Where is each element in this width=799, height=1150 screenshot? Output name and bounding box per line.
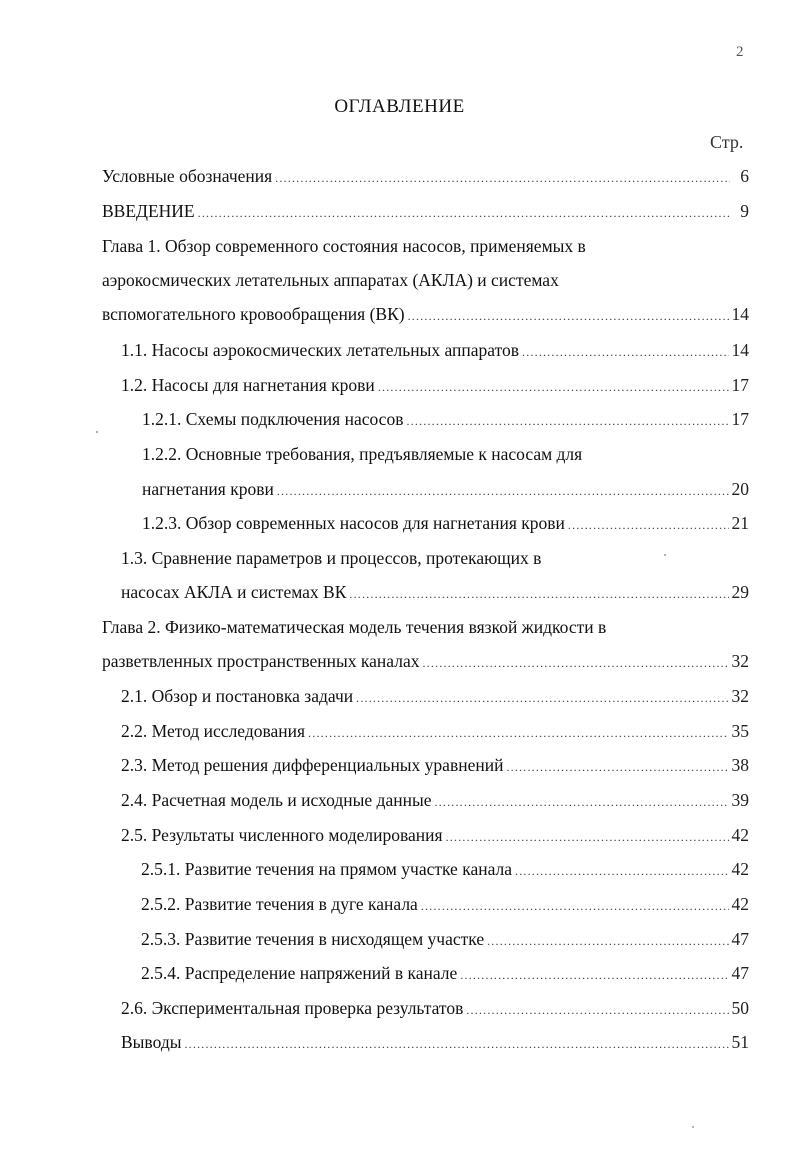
toc-entry-1-2-1[interactable]: 1.2.1. Схемы подключения насосов ..... 17 bbox=[142, 409, 749, 433]
toc-page-number: 14 bbox=[731, 304, 749, 324]
toc-entry-1-2-3[interactable]: 1.2.3. Обзор современных насосов для нагнетания крови ..... 21 bbox=[142, 513, 749, 537]
toc-page-number: 14 bbox=[731, 340, 749, 360]
scan-speck bbox=[664, 554, 666, 556]
toc-entry-2-4[interactable]: 2.4. Расчетная модель и исходные данные ..... 39 bbox=[121, 790, 749, 814]
toc-page-number: 20 bbox=[731, 479, 749, 499]
toc-entry-chapter2-line1[interactable]: Глава 2. Физико-математическая модель течения вязкой жидкости в bbox=[102, 617, 607, 637]
toc-page-number: 9 bbox=[740, 201, 749, 221]
toc-entry-symbols[interactable]: Условные обозначения ..... 6 bbox=[102, 166, 749, 190]
toc-entry-1-2-2-line1[interactable]: 1.2.2. Основные требования, предъявляемые к насосам для bbox=[142, 444, 583, 464]
page-title: ОГЛАВЛЕНИЕ bbox=[334, 96, 465, 117]
toc-entry-chapter2[interactable]: разветвленных пространственных каналах ..... 32 bbox=[102, 651, 749, 675]
toc-page-number: 6 bbox=[740, 166, 749, 186]
toc-page-number: 42 bbox=[731, 894, 749, 914]
toc-entry-1-2-2[interactable]: нагнетания крови ..... 20 bbox=[142, 479, 749, 503]
toc-entry-2-5-2[interactable]: 2.5.2. Развитие течения в дуге канала ..... 42 bbox=[141, 894, 749, 918]
toc-entry-2-6[interactable]: 2.6. Экспериментальная проверка результатов ..... 50 bbox=[121, 998, 749, 1022]
page-number: 2 bbox=[736, 44, 744, 60]
scan-speck bbox=[96, 431, 98, 433]
toc-entry-1-1[interactable]: 1.1. Насосы аэрокосмических летательных аппаратов ..... 14 bbox=[121, 340, 749, 364]
toc-entry-chapter1-line2[interactable]: аэрокосмических летательных аппаратах (АКЛА) и системах bbox=[102, 270, 559, 290]
toc-page-number: 50 bbox=[731, 998, 749, 1018]
toc-page-number: 32 bbox=[731, 651, 749, 671]
toc-entry-2-2[interactable]: 2.2. Метод исследования ..... 35 bbox=[121, 721, 749, 745]
toc-page-number: 29 bbox=[731, 582, 749, 602]
toc-entry-chapter1-line1[interactable]: Глава 1. Обзор современного состояния насосов, применяемых в bbox=[102, 236, 586, 256]
toc-entry-2-1[interactable]: 2.1. Обзор и постановка задачи ..... 32 bbox=[121, 686, 749, 710]
toc-entry-2-5-1[interactable]: 2.5.1. Развитие течения на прямом участке канала ..... 42 bbox=[141, 859, 749, 883]
toc-page-number: 51 bbox=[731, 1032, 749, 1052]
toc-entry-2-3[interactable]: 2.3. Метод решения дифференциальных уравнений ..... 38 bbox=[121, 755, 749, 779]
toc-entry-1-2[interactable]: 1.2. Насосы для нагнетания крови ..... 17 bbox=[121, 375, 749, 399]
toc-entry-introduction[interactable]: ВВЕДЕНИЕ ..... 9 bbox=[102, 201, 749, 225]
toc-page-number: 42 bbox=[731, 859, 749, 879]
toc-page-number: 38 bbox=[731, 755, 749, 775]
toc-page-number: 39 bbox=[731, 790, 749, 810]
toc-page-number: 21 bbox=[731, 513, 749, 533]
toc-page-number: 32 bbox=[731, 686, 749, 706]
toc-entry-2-5-4[interactable]: 2.5.4. Распределение напряжений в канале ..... 47 bbox=[141, 963, 749, 987]
toc-entry-conclusions[interactable]: Выводы ..... 51 bbox=[121, 1032, 749, 1056]
toc-page-number: 17 bbox=[731, 409, 749, 429]
toc-page-number: 35 bbox=[731, 721, 749, 741]
toc-entry-2-5-3[interactable]: 2.5.3. Развитие течения в нисходящем участке ..... 47 bbox=[141, 929, 749, 953]
toc-page-number: 47 bbox=[731, 929, 749, 949]
toc-entry-1-3[interactable]: насосах АКЛА и системах ВК ..... 29 bbox=[121, 582, 749, 606]
toc-entry-2-5[interactable]: 2.5. Результаты численного моделирования ..... 42 bbox=[121, 825, 749, 849]
toc-entry-chapter1[interactable]: вспомогательного кровообращения (ВК) ..... 14 bbox=[102, 304, 749, 328]
toc-page-number: 17 bbox=[731, 375, 749, 395]
scan-speck bbox=[692, 1126, 694, 1128]
toc-entry-1-3-line1[interactable]: 1.3. Сравнение параметров и процессов, протекающих в bbox=[121, 548, 542, 568]
toc-page-number: 47 bbox=[731, 963, 749, 983]
pages-column-label: Стр. bbox=[710, 132, 744, 152]
toc-page-number: 42 bbox=[731, 825, 749, 845]
